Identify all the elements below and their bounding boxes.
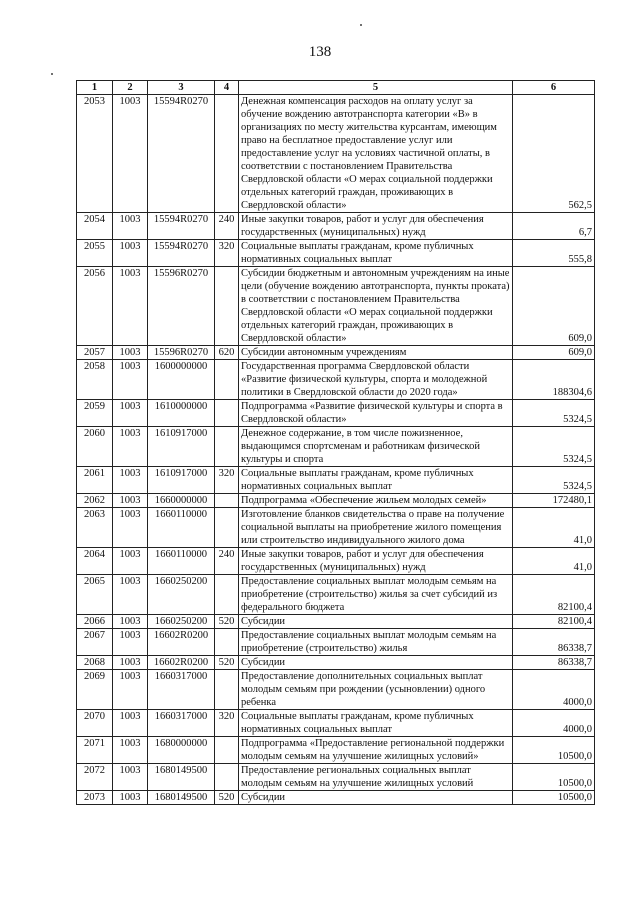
item-name-cell: Подпрограмма «Обеспечение жильем молодых семей» bbox=[239, 494, 513, 508]
table-row bbox=[77, 791, 595, 805]
row-number-cell: 2057 bbox=[77, 346, 113, 360]
item-name-cell: Предоставление социальных выплат молодым семьям на приобретение (строительство) жилья bbox=[239, 629, 513, 656]
target-article-cell: 1680149500 bbox=[148, 791, 215, 805]
section-code-cell: 1003 bbox=[113, 508, 148, 548]
page-number: 138 bbox=[308, 44, 332, 60]
scan-speck bbox=[360, 24, 362, 26]
expense-type-cell: 240 bbox=[215, 213, 239, 240]
target-article-cell: 1660000000 bbox=[148, 494, 215, 508]
amount-cell: 188304,6 bbox=[513, 360, 595, 400]
column-header: 4 bbox=[215, 81, 239, 95]
target-article-cell: 1600000000 bbox=[148, 360, 215, 400]
item-name-cell: Предоставление региональных социальных выплат молодым семьям на улучшение жилищных условий bbox=[239, 764, 513, 791]
scan-speck bbox=[51, 73, 53, 75]
item-name-cell: Субсидии bbox=[239, 791, 513, 805]
amount-cell: 10500,0 bbox=[513, 791, 595, 805]
target-article-cell: 16602R0200 bbox=[148, 656, 215, 670]
amount-cell: 562,5 bbox=[513, 95, 595, 213]
section-code-cell: 1003 bbox=[113, 670, 148, 710]
expense-type-cell bbox=[215, 267, 239, 346]
table-row bbox=[77, 346, 595, 360]
amount-cell: 5324,5 bbox=[513, 400, 595, 427]
item-name-cell: Иные закупки товаров, работ и услуг для обеспечения государственных (муниципальных) нужд bbox=[239, 213, 513, 240]
expense-type-cell: 520 bbox=[215, 615, 239, 629]
target-article-cell: 1610000000 bbox=[148, 400, 215, 427]
row-number-cell: 2068 bbox=[77, 656, 113, 670]
expense-type-cell: 620 bbox=[215, 346, 239, 360]
section-code-cell: 1003 bbox=[113, 710, 148, 737]
section-code-cell: 1003 bbox=[113, 575, 148, 615]
target-article-cell: 1610917000 bbox=[148, 427, 215, 467]
item-name-cell: Изготовление бланков свидетельства о праве на получение социальной выплаты на приобретение жилого помещения или строительство индивидуального жилого дома bbox=[239, 508, 513, 548]
section-code-cell: 1003 bbox=[113, 427, 148, 467]
section-code-cell: 1003 bbox=[113, 400, 148, 427]
expense-type-cell bbox=[215, 400, 239, 427]
expense-type-cell bbox=[215, 670, 239, 710]
row-number-cell: 2064 bbox=[77, 548, 113, 575]
row-number-cell: 2073 bbox=[77, 791, 113, 805]
amount-cell: 82100,4 bbox=[513, 575, 595, 615]
target-article-cell: 15594R0270 bbox=[148, 95, 215, 213]
expense-type-cell bbox=[215, 508, 239, 548]
table-row bbox=[77, 575, 595, 615]
item-name-cell: Подпрограмма «Предоставление региональной поддержки молодым семьям на улучшение жилищных условий» bbox=[239, 737, 513, 764]
amount-cell: 86338,7 bbox=[513, 629, 595, 656]
row-number-cell: 2067 bbox=[77, 629, 113, 656]
table-row bbox=[77, 764, 595, 791]
section-code-cell: 1003 bbox=[113, 467, 148, 494]
section-code-cell: 1003 bbox=[113, 494, 148, 508]
table-row bbox=[77, 360, 595, 400]
section-code-cell: 1003 bbox=[113, 548, 148, 575]
expense-type-cell: 320 bbox=[215, 710, 239, 737]
amount-cell: 82100,4 bbox=[513, 615, 595, 629]
expense-type-cell bbox=[215, 737, 239, 764]
target-article-cell: 1660317000 bbox=[148, 670, 215, 710]
target-article-cell: 1680149500 bbox=[148, 764, 215, 791]
item-name-cell: Субсидии автономным учреждениям bbox=[239, 346, 513, 360]
item-name-cell: Социальные выплаты гражданам, кроме публичных нормативных социальных выплат bbox=[239, 467, 513, 494]
amount-cell: 609,0 bbox=[513, 346, 595, 360]
table-row bbox=[77, 95, 595, 213]
item-name-cell: Денежная компенсация расходов на оплату услуг за обучение вождению автотранспорта категории «В» в организациях по месту жительства курсантам, имеющим право на бесплатное предоставление услуг или предоставление услуг на условиях частичной оплаты, в соответствии с постановлением Правительства Свердловской области «О мерах социальной поддержки отдельных категорий граждан, проживающих в Свердловской области» bbox=[239, 95, 513, 213]
row-number-cell: 2060 bbox=[77, 427, 113, 467]
column-header: 2 bbox=[113, 81, 148, 95]
item-name-cell: Денежное содержание, в том числе пожизненное, выдающимся спортсменам и работникам физической культуры и спорта bbox=[239, 427, 513, 467]
table-row bbox=[77, 615, 595, 629]
table-row bbox=[77, 467, 595, 494]
row-number-cell: 2066 bbox=[77, 615, 113, 629]
budget-table bbox=[76, 80, 595, 805]
row-number-cell: 2054 bbox=[77, 213, 113, 240]
table-row bbox=[77, 508, 595, 548]
expense-type-cell: 520 bbox=[215, 656, 239, 670]
table-row bbox=[77, 400, 595, 427]
item-name-cell: Субсидии бюджетным и автономным учреждениям на иные цели (обучение вождению автотранспорта, пункты проката) в соответствии с постановлением Правительства Свердловской области «О мерах социальной поддержки отдельных категорий граждан, проживающих в Свердловской области» bbox=[239, 267, 513, 346]
expense-type-cell: 320 bbox=[215, 467, 239, 494]
row-number-cell: 2053 bbox=[77, 95, 113, 213]
table-row bbox=[77, 240, 595, 267]
amount-cell: 41,0 bbox=[513, 508, 595, 548]
target-article-cell: 1660250200 bbox=[148, 615, 215, 629]
expense-type-cell bbox=[215, 494, 239, 508]
expense-type-cell bbox=[215, 764, 239, 791]
expense-type-cell bbox=[215, 360, 239, 400]
amount-cell: 5324,5 bbox=[513, 467, 595, 494]
amount-cell: 6,7 bbox=[513, 213, 595, 240]
table-row bbox=[77, 427, 595, 467]
table-row bbox=[77, 494, 595, 508]
item-name-cell: Предоставление дополнительных социальных выплат молодым семьям при рождении (усыновлении) одного ребенка bbox=[239, 670, 513, 710]
column-header: 3 bbox=[148, 81, 215, 95]
row-number-cell: 2072 bbox=[77, 764, 113, 791]
row-number-cell: 2061 bbox=[77, 467, 113, 494]
table-row bbox=[77, 737, 595, 764]
section-code-cell: 1003 bbox=[113, 764, 148, 791]
amount-cell: 555,8 bbox=[513, 240, 595, 267]
section-code-cell: 1003 bbox=[113, 629, 148, 656]
target-article-cell: 15594R0270 bbox=[148, 240, 215, 267]
section-code-cell: 1003 bbox=[113, 360, 148, 400]
item-name-cell: Социальные выплаты гражданам, кроме публичных нормативных социальных выплат bbox=[239, 710, 513, 737]
item-name-cell: Социальные выплаты гражданам, кроме публичных нормативных социальных выплат bbox=[239, 240, 513, 267]
amount-cell: 5324,5 bbox=[513, 427, 595, 467]
table-row bbox=[77, 548, 595, 575]
target-article-cell: 16602R0200 bbox=[148, 629, 215, 656]
column-header: 5 bbox=[239, 81, 513, 95]
item-name-cell: Субсидии bbox=[239, 656, 513, 670]
row-number-cell: 2056 bbox=[77, 267, 113, 346]
section-code-cell: 1003 bbox=[113, 615, 148, 629]
expense-type-cell bbox=[215, 427, 239, 467]
column-header: 1 bbox=[77, 81, 113, 95]
section-code-cell: 1003 bbox=[113, 95, 148, 213]
section-code-cell: 1003 bbox=[113, 267, 148, 346]
table-row bbox=[77, 710, 595, 737]
target-article-cell: 15594R0270 bbox=[148, 213, 215, 240]
amount-cell: 41,0 bbox=[513, 548, 595, 575]
table-body bbox=[77, 95, 595, 805]
item-name-cell: Государственная программа Свердловской области «Развитие физической культуры, спорта и молодежной политики в Свердловской области до 2020 года» bbox=[239, 360, 513, 400]
amount-cell: 86338,7 bbox=[513, 656, 595, 670]
row-number-cell: 2058 bbox=[77, 360, 113, 400]
amount-cell: 10500,0 bbox=[513, 737, 595, 764]
header-row bbox=[77, 81, 595, 95]
section-code-cell: 1003 bbox=[113, 737, 148, 764]
target-article-cell: 1660110000 bbox=[148, 548, 215, 575]
table-row bbox=[77, 670, 595, 710]
row-number-cell: 2070 bbox=[77, 710, 113, 737]
item-name-cell: Подпрограмма «Развитие физической культуры и спорта в Свердловской области» bbox=[239, 400, 513, 427]
target-article-cell: 1660317000 bbox=[148, 710, 215, 737]
target-article-cell: 15596R0270 bbox=[148, 346, 215, 360]
expense-type-cell: 240 bbox=[215, 548, 239, 575]
section-code-cell: 1003 bbox=[113, 213, 148, 240]
target-article-cell: 1660110000 bbox=[148, 508, 215, 548]
row-number-cell: 2055 bbox=[77, 240, 113, 267]
amount-cell: 172480,1 bbox=[513, 494, 595, 508]
item-name-cell: Предоставление социальных выплат молодым семьям на приобретение (строительство) жилья за счет субсидий из федерального бюджета bbox=[239, 575, 513, 615]
row-number-cell: 2059 bbox=[77, 400, 113, 427]
amount-cell: 4000,0 bbox=[513, 670, 595, 710]
item-name-cell: Иные закупки товаров, работ и услуг для обеспечения государственных (муниципальных) нужд bbox=[239, 548, 513, 575]
amount-cell: 4000,0 bbox=[513, 710, 595, 737]
expense-type-cell: 520 bbox=[215, 791, 239, 805]
table-row bbox=[77, 267, 595, 346]
row-number-cell: 2071 bbox=[77, 737, 113, 764]
target-article-cell: 15596R0270 bbox=[148, 267, 215, 346]
target-article-cell: 1680000000 bbox=[148, 737, 215, 764]
section-code-cell: 1003 bbox=[113, 240, 148, 267]
item-name-cell: Субсидии bbox=[239, 615, 513, 629]
column-header: 6 bbox=[513, 81, 595, 95]
expense-type-cell: 320 bbox=[215, 240, 239, 267]
expense-type-cell bbox=[215, 575, 239, 615]
table-row bbox=[77, 629, 595, 656]
row-number-cell: 2065 bbox=[77, 575, 113, 615]
expense-type-cell bbox=[215, 629, 239, 656]
row-number-cell: 2069 bbox=[77, 670, 113, 710]
section-code-cell: 1003 bbox=[113, 791, 148, 805]
table-row bbox=[77, 213, 595, 240]
amount-cell: 10500,0 bbox=[513, 764, 595, 791]
amount-cell: 609,0 bbox=[513, 267, 595, 346]
section-code-cell: 1003 bbox=[113, 346, 148, 360]
expense-type-cell bbox=[215, 95, 239, 213]
row-number-cell: 2062 bbox=[77, 494, 113, 508]
target-article-cell: 1660250200 bbox=[148, 575, 215, 615]
section-code-cell: 1003 bbox=[113, 656, 148, 670]
row-number-cell: 2063 bbox=[77, 508, 113, 548]
table-row bbox=[77, 656, 595, 670]
target-article-cell: 1610917000 bbox=[148, 467, 215, 494]
